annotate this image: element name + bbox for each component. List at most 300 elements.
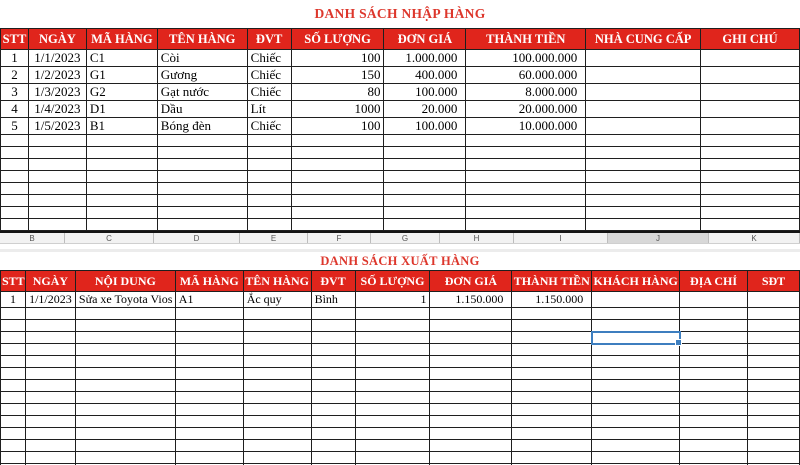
cell[interactable] xyxy=(466,159,586,171)
cell[interactable] xyxy=(243,428,311,440)
cell[interactable] xyxy=(243,416,311,428)
cell[interactable] xyxy=(748,428,800,440)
cell[interactable] xyxy=(466,183,586,195)
cell[interactable]: 1.000.000 xyxy=(384,50,466,67)
cell[interactable] xyxy=(592,380,680,392)
cell[interactable]: 1.150.000 xyxy=(512,292,592,308)
column-header[interactable]: NHÀ CUNG CẤP xyxy=(586,29,701,50)
cell[interactable] xyxy=(355,356,430,368)
cell[interactable]: Chiếc xyxy=(247,67,291,84)
cell[interactable] xyxy=(512,368,592,380)
cell[interactable] xyxy=(157,183,247,195)
cell[interactable] xyxy=(384,135,466,147)
cell[interactable] xyxy=(247,147,291,159)
cell[interactable] xyxy=(586,219,701,231)
cell[interactable] xyxy=(311,308,355,320)
column-letter[interactable]: E xyxy=(240,233,308,243)
cell[interactable] xyxy=(175,344,243,356)
cell[interactable] xyxy=(680,416,748,428)
cell[interactable] xyxy=(592,356,680,368)
cell[interactable] xyxy=(355,380,430,392)
cell[interactable] xyxy=(86,147,157,159)
cell[interactable] xyxy=(586,50,701,67)
cell[interactable]: G1 xyxy=(86,67,157,84)
cell[interactable] xyxy=(701,101,800,118)
cell[interactable] xyxy=(1,392,26,404)
cell[interactable] xyxy=(701,50,800,67)
cell[interactable] xyxy=(28,171,86,183)
cell[interactable] xyxy=(384,183,466,195)
column-header[interactable]: STT xyxy=(1,29,29,50)
cell[interactable] xyxy=(291,195,384,207)
cell[interactable]: 1 xyxy=(1,292,26,308)
cell[interactable] xyxy=(25,368,75,380)
cell[interactable] xyxy=(25,356,75,368)
cell[interactable] xyxy=(586,183,701,195)
cell[interactable] xyxy=(701,135,800,147)
cell[interactable] xyxy=(466,195,586,207)
column-letter[interactable]: H xyxy=(440,233,514,243)
cell[interactable] xyxy=(28,159,86,171)
cell[interactable] xyxy=(1,416,26,428)
cell[interactable] xyxy=(701,84,800,101)
cell[interactable] xyxy=(586,195,701,207)
cell[interactable]: B1 xyxy=(86,118,157,135)
cell[interactable] xyxy=(243,356,311,368)
cell[interactable] xyxy=(430,452,512,464)
cell[interactable]: 8.000.000 xyxy=(466,84,586,101)
cell[interactable]: 5 xyxy=(1,118,29,135)
cell[interactable] xyxy=(157,159,247,171)
column-header[interactable]: GHI CHÚ xyxy=(701,29,800,50)
cell[interactable]: Chiếc xyxy=(247,50,291,67)
cell[interactable] xyxy=(25,308,75,320)
cell[interactable] xyxy=(1,195,29,207)
cell[interactable] xyxy=(384,159,466,171)
cell[interactable] xyxy=(748,392,800,404)
column-header[interactable]: THÀNH TIỀN xyxy=(466,29,586,50)
cell[interactable] xyxy=(512,344,592,356)
cell[interactable]: Chiếc xyxy=(247,84,291,101)
cell[interactable] xyxy=(75,404,175,416)
cell[interactable] xyxy=(680,344,748,356)
cell[interactable] xyxy=(701,207,800,219)
cell[interactable] xyxy=(175,404,243,416)
cell[interactable] xyxy=(75,380,175,392)
column-header[interactable]: SĐT xyxy=(748,271,800,292)
cell[interactable]: A1 xyxy=(175,292,243,308)
cell[interactable]: 1/3/2023 xyxy=(28,84,86,101)
cell[interactable] xyxy=(680,292,748,308)
cell[interactable] xyxy=(157,219,247,231)
cell[interactable] xyxy=(430,380,512,392)
cell[interactable]: Lít xyxy=(247,101,291,118)
cell[interactable] xyxy=(1,368,26,380)
cell[interactable] xyxy=(466,171,586,183)
cell[interactable] xyxy=(512,380,592,392)
cell[interactable] xyxy=(592,368,680,380)
cell[interactable]: 3 xyxy=(1,84,29,101)
cell[interactable] xyxy=(748,320,800,332)
cell[interactable] xyxy=(1,344,26,356)
cell[interactable] xyxy=(157,147,247,159)
column-letter[interactable]: I xyxy=(514,233,608,243)
cell[interactable] xyxy=(25,344,75,356)
cell[interactable] xyxy=(75,344,175,356)
cell[interactable] xyxy=(355,440,430,452)
cell[interactable] xyxy=(680,368,748,380)
cell[interactable] xyxy=(680,356,748,368)
cell[interactable] xyxy=(512,440,592,452)
cell[interactable] xyxy=(75,416,175,428)
cell[interactable]: 1/1/2023 xyxy=(25,292,75,308)
cell[interactable] xyxy=(592,292,680,308)
cell[interactable] xyxy=(748,440,800,452)
cell[interactable] xyxy=(355,404,430,416)
cell[interactable] xyxy=(586,207,701,219)
cell[interactable] xyxy=(384,147,466,159)
cell[interactable] xyxy=(512,416,592,428)
cell[interactable] xyxy=(175,320,243,332)
cell[interactable] xyxy=(1,404,26,416)
cell[interactable] xyxy=(86,183,157,195)
cell[interactable] xyxy=(384,219,466,231)
cell[interactable] xyxy=(1,135,29,147)
cell[interactable]: 2 xyxy=(1,67,29,84)
cell[interactable] xyxy=(75,356,175,368)
cell[interactable]: 1/5/2023 xyxy=(28,118,86,135)
cell[interactable] xyxy=(748,416,800,428)
column-header[interactable]: SỐ LƯỢNG xyxy=(291,29,384,50)
cell[interactable] xyxy=(586,159,701,171)
cell[interactable] xyxy=(311,428,355,440)
column-letter[interactable]: G xyxy=(371,233,440,243)
cell[interactable] xyxy=(25,320,75,332)
cell[interactable] xyxy=(430,392,512,404)
cell[interactable] xyxy=(291,219,384,231)
cell[interactable] xyxy=(701,118,800,135)
cell[interactable] xyxy=(25,416,75,428)
cell[interactable] xyxy=(592,320,680,332)
cell[interactable]: 100 xyxy=(291,50,384,67)
cell[interactable] xyxy=(430,368,512,380)
column-header[interactable]: TÊN HÀNG xyxy=(243,271,311,292)
cell[interactable] xyxy=(311,344,355,356)
cell[interactable] xyxy=(748,344,800,356)
cell[interactable] xyxy=(75,428,175,440)
cell[interactable] xyxy=(512,320,592,332)
cell[interactable] xyxy=(86,171,157,183)
column-header[interactable]: ĐVT xyxy=(311,271,355,292)
cell[interactable]: Còi xyxy=(157,50,247,67)
cell[interactable] xyxy=(512,428,592,440)
cell[interactable] xyxy=(430,344,512,356)
cell[interactable]: Gạt nước xyxy=(157,84,247,101)
cell[interactable] xyxy=(1,147,29,159)
cell[interactable] xyxy=(355,452,430,464)
cell[interactable] xyxy=(311,368,355,380)
column-header[interactable]: ĐƠN GIÁ xyxy=(430,271,512,292)
cell[interactable] xyxy=(512,404,592,416)
cell[interactable] xyxy=(28,183,86,195)
cell[interactable] xyxy=(748,292,800,308)
cell[interactable] xyxy=(157,171,247,183)
cell[interactable] xyxy=(701,195,800,207)
cell[interactable] xyxy=(75,308,175,320)
cell[interactable] xyxy=(586,147,701,159)
cell[interactable]: 100 xyxy=(291,118,384,135)
cell[interactable] xyxy=(701,171,800,183)
cell[interactable] xyxy=(430,428,512,440)
cell[interactable] xyxy=(243,380,311,392)
cell[interactable]: 100.000 xyxy=(384,118,466,135)
cell[interactable] xyxy=(28,147,86,159)
cell[interactable] xyxy=(430,416,512,428)
cell[interactable] xyxy=(247,195,291,207)
cell[interactable] xyxy=(680,320,748,332)
cell[interactable] xyxy=(311,440,355,452)
cell[interactable] xyxy=(1,428,26,440)
cell[interactable] xyxy=(355,332,430,344)
cell[interactable]: 1 xyxy=(355,292,430,308)
column-header[interactable]: ĐƠN GIÁ xyxy=(384,29,466,50)
cell[interactable] xyxy=(311,320,355,332)
cell[interactable] xyxy=(430,308,512,320)
cell[interactable] xyxy=(355,368,430,380)
cell[interactable] xyxy=(311,392,355,404)
cell[interactable] xyxy=(175,428,243,440)
cell[interactable] xyxy=(748,368,800,380)
cell[interactable] xyxy=(157,195,247,207)
cell[interactable] xyxy=(466,135,586,147)
cell[interactable]: Ắc quy xyxy=(243,292,311,308)
cell[interactable] xyxy=(175,332,243,344)
cell[interactable] xyxy=(1,159,29,171)
cell[interactable] xyxy=(1,356,26,368)
cell[interactable] xyxy=(28,135,86,147)
column-letter[interactable]: C xyxy=(65,233,154,243)
cell[interactable] xyxy=(243,320,311,332)
cell[interactable] xyxy=(430,356,512,368)
cell[interactable] xyxy=(680,308,748,320)
column-header[interactable]: NỘI DUNG xyxy=(75,271,175,292)
cell[interactable] xyxy=(592,428,680,440)
cell[interactable] xyxy=(680,440,748,452)
cell[interactable]: 400.000 xyxy=(384,67,466,84)
cell[interactable] xyxy=(175,392,243,404)
cell[interactable] xyxy=(25,440,75,452)
cell[interactable] xyxy=(86,195,157,207)
cell[interactable] xyxy=(1,207,29,219)
cell[interactable]: 20.000 xyxy=(384,101,466,118)
cell[interactable] xyxy=(75,368,175,380)
cell[interactable] xyxy=(680,404,748,416)
cell[interactable]: Chiếc xyxy=(247,118,291,135)
cell[interactable] xyxy=(592,392,680,404)
cell[interactable] xyxy=(592,404,680,416)
cell[interactable] xyxy=(466,219,586,231)
cell[interactable] xyxy=(1,380,26,392)
cell[interactable] xyxy=(86,135,157,147)
cell[interactable]: 1.150.000 xyxy=(430,292,512,308)
cell[interactable] xyxy=(748,332,800,344)
cell[interactable] xyxy=(291,183,384,195)
cell[interactable] xyxy=(247,207,291,219)
cell[interactable] xyxy=(311,416,355,428)
cell[interactable] xyxy=(1,440,26,452)
cell[interactable] xyxy=(243,308,311,320)
cell[interactable]: 60.000.000 xyxy=(466,67,586,84)
cell[interactable] xyxy=(25,392,75,404)
cell[interactable]: 150 xyxy=(291,67,384,84)
cell[interactable] xyxy=(86,219,157,231)
column-header[interactable]: ĐVT xyxy=(247,29,291,50)
cell[interactable] xyxy=(355,428,430,440)
cell[interactable] xyxy=(247,135,291,147)
cell[interactable]: 100.000 xyxy=(384,84,466,101)
cell[interactable] xyxy=(355,320,430,332)
cell[interactable]: 1/2/2023 xyxy=(28,67,86,84)
cell[interactable] xyxy=(1,219,29,231)
cell[interactable] xyxy=(512,332,592,344)
cell[interactable] xyxy=(28,219,86,231)
cell[interactable]: 1/1/2023 xyxy=(28,50,86,67)
cell[interactable] xyxy=(311,452,355,464)
cell[interactable] xyxy=(701,159,800,171)
cell[interactable] xyxy=(1,320,26,332)
cell[interactable] xyxy=(680,428,748,440)
cell[interactable] xyxy=(748,404,800,416)
cell[interactable] xyxy=(680,380,748,392)
cell[interactable] xyxy=(157,207,247,219)
cell[interactable] xyxy=(355,308,430,320)
cell[interactable] xyxy=(243,368,311,380)
cell[interactable] xyxy=(586,101,701,118)
cell[interactable] xyxy=(25,380,75,392)
cell[interactable] xyxy=(586,67,701,84)
cell[interactable]: Gương xyxy=(157,67,247,84)
cell[interactable] xyxy=(28,195,86,207)
column-header[interactable]: KHÁCH HÀNG xyxy=(592,271,680,292)
cell[interactable]: Bóng đèn xyxy=(157,118,247,135)
cell[interactable] xyxy=(592,344,680,356)
cell[interactable] xyxy=(748,308,800,320)
cell[interactable] xyxy=(384,195,466,207)
cell[interactable] xyxy=(701,219,800,231)
cell[interactable]: Bình xyxy=(311,292,355,308)
cell[interactable] xyxy=(247,183,291,195)
cell[interactable] xyxy=(701,147,800,159)
cell[interactable] xyxy=(28,207,86,219)
column-header[interactable]: MÃ HÀNG xyxy=(175,271,243,292)
cell[interactable] xyxy=(243,344,311,356)
cell[interactable] xyxy=(75,392,175,404)
column-header[interactable]: MÃ HÀNG xyxy=(86,29,157,50)
cell[interactable]: C1 xyxy=(86,50,157,67)
cell[interactable] xyxy=(512,356,592,368)
cell[interactable] xyxy=(25,452,75,464)
cell[interactable] xyxy=(157,135,247,147)
cell[interactable] xyxy=(430,332,512,344)
cell[interactable] xyxy=(25,428,75,440)
cell[interactable] xyxy=(592,416,680,428)
cell[interactable] xyxy=(175,416,243,428)
cell[interactable] xyxy=(311,404,355,416)
cell[interactable] xyxy=(175,356,243,368)
cell[interactable] xyxy=(75,320,175,332)
cell[interactable] xyxy=(512,452,592,464)
cell[interactable] xyxy=(592,308,680,320)
cell[interactable] xyxy=(680,452,748,464)
cell[interactable] xyxy=(243,392,311,404)
cell[interactable]: 4 xyxy=(1,101,29,118)
cell[interactable] xyxy=(243,332,311,344)
cell[interactable] xyxy=(430,440,512,452)
cell[interactable] xyxy=(243,440,311,452)
cell[interactable]: 1/4/2023 xyxy=(28,101,86,118)
cell[interactable] xyxy=(384,171,466,183)
cell[interactable] xyxy=(86,207,157,219)
cell[interactable] xyxy=(1,452,26,464)
cell[interactable] xyxy=(592,452,680,464)
cell[interactable] xyxy=(586,171,701,183)
cell[interactable] xyxy=(680,392,748,404)
cell[interactable] xyxy=(512,308,592,320)
cell[interactable] xyxy=(311,380,355,392)
cell[interactable] xyxy=(355,344,430,356)
column-header[interactable]: THÀNH TIỀN xyxy=(512,271,592,292)
cell[interactable] xyxy=(243,452,311,464)
cell[interactable] xyxy=(247,171,291,183)
cell[interactable] xyxy=(512,392,592,404)
cell[interactable] xyxy=(243,404,311,416)
cell[interactable] xyxy=(586,118,701,135)
cell[interactable] xyxy=(291,171,384,183)
cell[interactable] xyxy=(748,452,800,464)
cell[interactable] xyxy=(1,308,26,320)
cell[interactable]: 100.000.000 xyxy=(466,50,586,67)
cell[interactable] xyxy=(430,320,512,332)
cell[interactable] xyxy=(25,404,75,416)
cell[interactable] xyxy=(75,440,175,452)
cell[interactable] xyxy=(1,183,29,195)
cell[interactable] xyxy=(247,159,291,171)
column-letter[interactable]: D xyxy=(154,233,240,243)
column-header[interactable]: SỐ LƯỢNG xyxy=(355,271,430,292)
cell[interactable] xyxy=(586,84,701,101)
cell[interactable] xyxy=(291,135,384,147)
cell[interactable] xyxy=(175,452,243,464)
column-header[interactable]: TÊN HÀNG xyxy=(157,29,247,50)
cell[interactable] xyxy=(291,147,384,159)
cell[interactable] xyxy=(25,332,75,344)
cell[interactable] xyxy=(466,147,586,159)
cell[interactable] xyxy=(175,440,243,452)
cell[interactable]: 20.000.000 xyxy=(466,101,586,118)
cell[interactable] xyxy=(748,356,800,368)
cell[interactable] xyxy=(586,135,701,147)
cell[interactable]: G2 xyxy=(86,84,157,101)
cell[interactable] xyxy=(247,219,291,231)
cell[interactable] xyxy=(1,171,29,183)
cell[interactable] xyxy=(86,159,157,171)
column-letter[interactable]: B xyxy=(0,233,65,243)
cell[interactable]: Dầu xyxy=(157,101,247,118)
cell[interactable]: 1000 xyxy=(291,101,384,118)
cell[interactable]: 10.000.000 xyxy=(466,118,586,135)
cell[interactable] xyxy=(1,332,26,344)
column-header[interactable]: NGÀY xyxy=(25,271,75,292)
